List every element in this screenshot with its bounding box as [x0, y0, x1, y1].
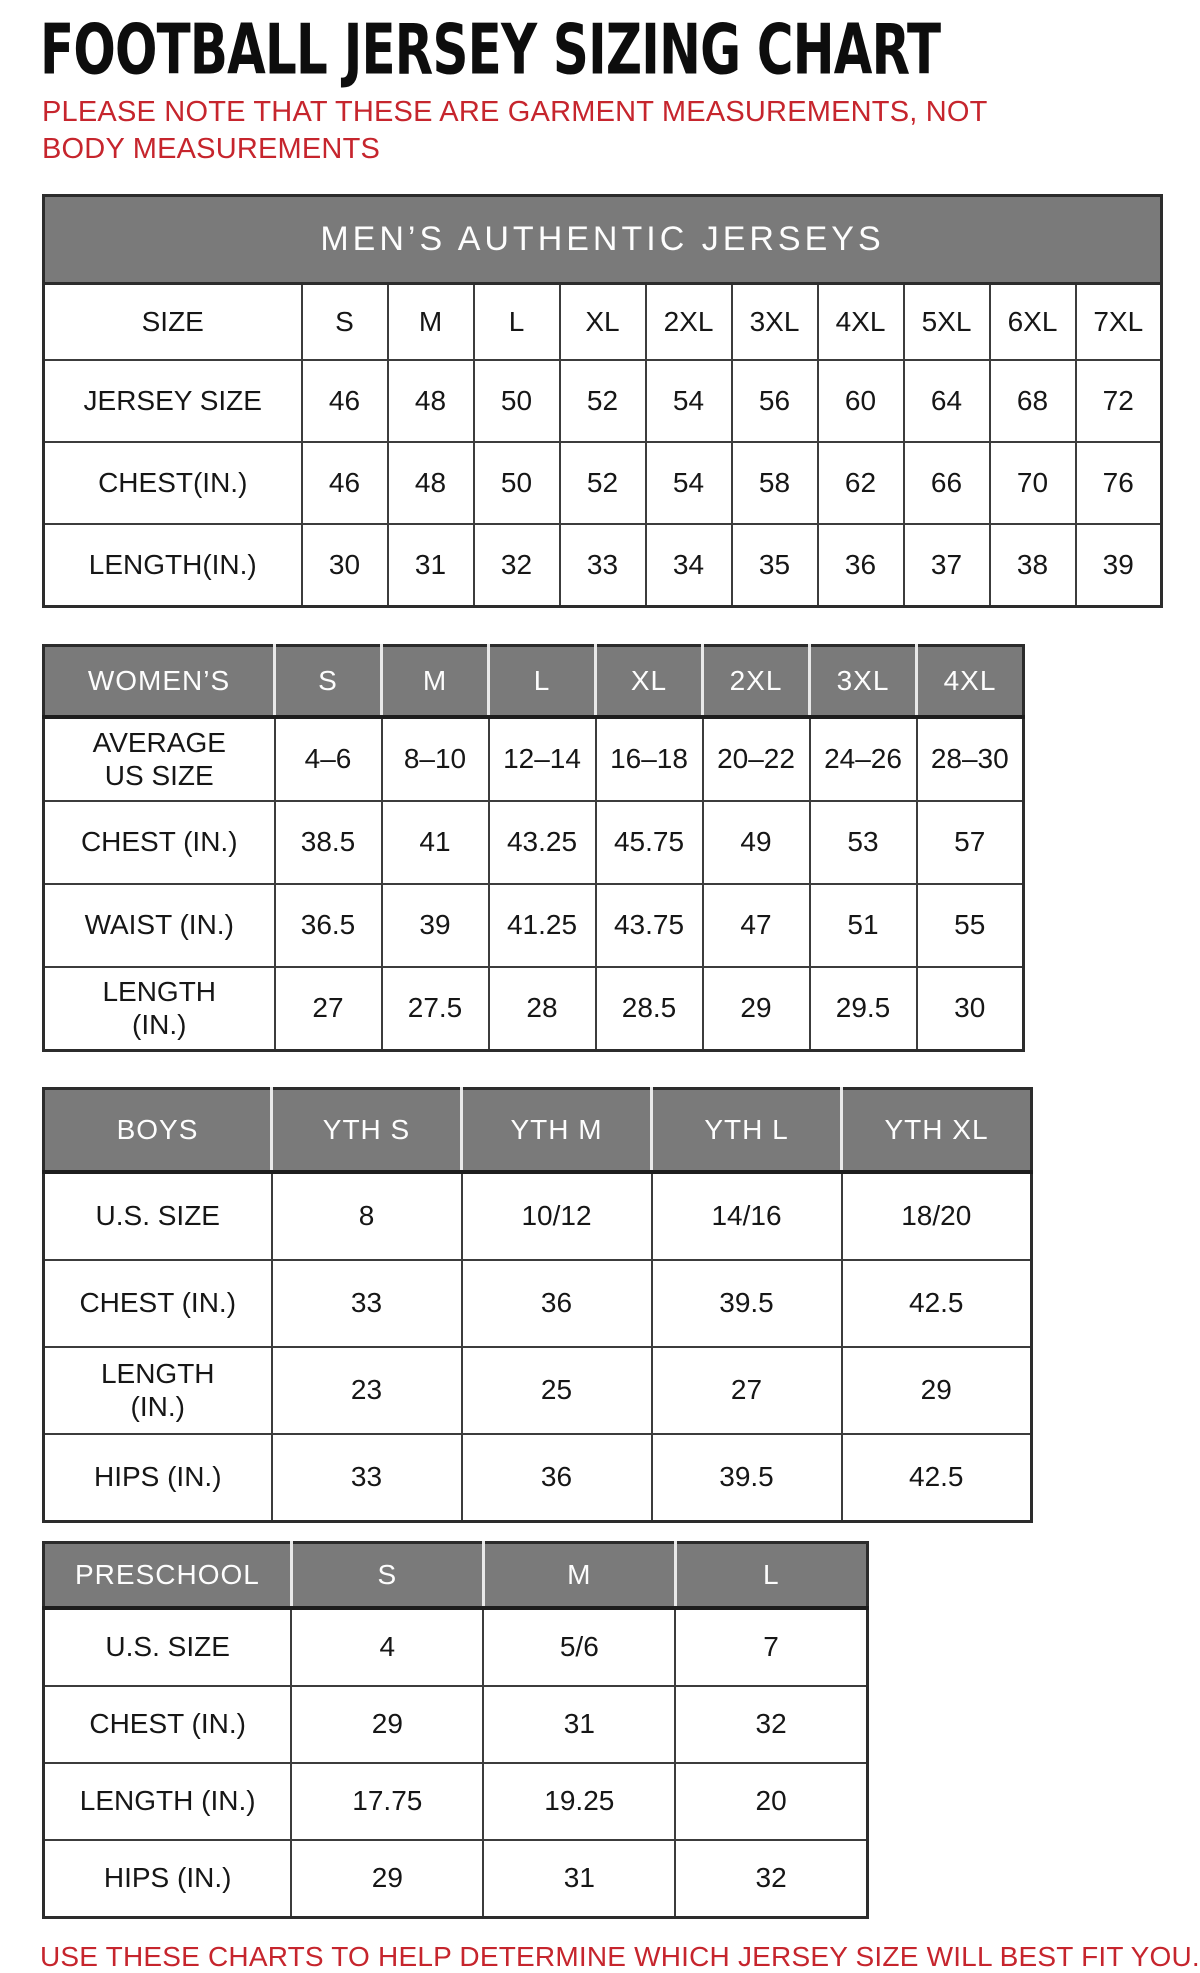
table-cell: 46 — [302, 442, 388, 524]
preschool-data-row — [44, 1608, 868, 1686]
table-cell: 64 — [904, 360, 990, 442]
table-cell: 27 — [652, 1347, 842, 1434]
table-cell: 34 — [646, 524, 732, 607]
men-size-column-header: 5XL — [904, 284, 990, 361]
table-cell: 28–30 — [917, 717, 1024, 801]
table-cell: 42.5 — [842, 1260, 1032, 1347]
table-cell: 51 — [810, 884, 917, 967]
table-cell: 16–18 — [596, 717, 703, 801]
table-cell: 43.75 — [596, 884, 703, 967]
row-label: JERSEY SIZE — [44, 360, 302, 442]
row-label: AVERAGE US SIZE — [44, 717, 275, 801]
page-title-text: FOOTBALL JERSEY SIZING CHART — [40, 11, 941, 91]
mens-sizing-table — [42, 194, 1163, 608]
boys-header-label: BOYS — [44, 1089, 272, 1173]
table-cell: 39.5 — [652, 1434, 842, 1522]
men-size-column-header: S — [302, 284, 388, 361]
table-cell: 68 — [990, 360, 1076, 442]
fit-advice-note: USE THESE CHARTS TO HELP DETERMINE WHICH JERSEY SIZE WILL BEST FIT YOU. — [40, 1941, 1200, 1972]
boys-size-column-header: YTH S — [272, 1089, 462, 1173]
table-cell: 39 — [1076, 524, 1162, 607]
table-cell: 17.75 — [291, 1763, 483, 1840]
men-size-column-header: M — [388, 284, 474, 361]
table-cell: 32 — [675, 1686, 867, 1763]
women-data-row — [44, 967, 1024, 1051]
women-size-column-header: 2XL — [703, 646, 810, 718]
men-data-row — [44, 442, 1162, 524]
table-cell: 19.25 — [483, 1763, 675, 1840]
table-cell: 27.5 — [382, 967, 489, 1051]
table-cell: 25 — [462, 1347, 652, 1434]
table-cell: 29 — [842, 1347, 1032, 1434]
women-size-column-header: L — [489, 646, 596, 718]
boys-size-column-header: YTH M — [462, 1089, 652, 1173]
table-cell: 32 — [474, 524, 560, 607]
women-header-row — [44, 646, 1024, 718]
women-size-column-header: 3XL — [810, 646, 917, 718]
table-cell: 38.5 — [275, 801, 382, 884]
women-size-column-header: XL — [596, 646, 703, 718]
preschool-header-label: PRESCHOOL — [44, 1543, 292, 1609]
womens-sizing-table — [42, 644, 1025, 1052]
table-cell: 20–22 — [703, 717, 810, 801]
boys-sizing-table — [42, 1087, 1033, 1523]
preschool-size-column-header: L — [675, 1543, 867, 1609]
boys-header-row — [44, 1089, 1032, 1173]
table-cell: 28.5 — [596, 967, 703, 1051]
men-size-column-header: 3XL — [732, 284, 818, 361]
table-cell: 4–6 — [275, 717, 382, 801]
table-cell: 4 — [291, 1608, 483, 1686]
women-size-column-header: M — [382, 646, 489, 718]
table-cell: 8 — [272, 1172, 462, 1260]
row-label: CHEST(IN.) — [44, 442, 302, 524]
table-cell: 62 — [818, 442, 904, 524]
table-cell: 14/16 — [652, 1172, 842, 1260]
preschool-data-row — [44, 1763, 868, 1840]
table-cell: 47 — [703, 884, 810, 967]
row-label: CHEST (IN.) — [44, 1260, 272, 1347]
row-label: HIPS (IN.) — [44, 1840, 292, 1918]
table-cell: 50 — [474, 442, 560, 524]
table-cell: 49 — [703, 801, 810, 884]
table-cell: 46 — [302, 360, 388, 442]
table-cell: 48 — [388, 360, 474, 442]
men-size-column-header: 2XL — [646, 284, 732, 361]
men-size-column-header: XL — [560, 284, 646, 361]
table-cell: 55 — [917, 884, 1024, 967]
row-label: LENGTH (IN.) — [44, 1347, 272, 1434]
row-label: LENGTH (IN.) — [44, 967, 275, 1051]
preschool-sizing-table — [42, 1541, 869, 1919]
preschool-header-row — [44, 1543, 868, 1609]
table-cell: 70 — [990, 442, 1076, 524]
table-cell: 29 — [291, 1840, 483, 1918]
men-table-title: MEN’S AUTHENTIC JERSEYS — [44, 196, 1162, 284]
row-label: CHEST (IN.) — [44, 801, 275, 884]
table-cell: 39 — [382, 884, 489, 967]
table-cell: 56 — [732, 360, 818, 442]
table-cell: 35 — [732, 524, 818, 607]
table-cell: 60 — [818, 360, 904, 442]
row-label: U.S. SIZE — [44, 1172, 272, 1260]
table-cell: 10/12 — [462, 1172, 652, 1260]
men-data-row — [44, 524, 1162, 607]
table-cell: 37 — [904, 524, 990, 607]
table-cell: 12–14 — [489, 717, 596, 801]
men-data-row — [44, 360, 1162, 442]
table-cell: 27 — [275, 967, 382, 1051]
table-cell: 42.5 — [842, 1434, 1032, 1522]
table-cell: 76 — [1076, 442, 1162, 524]
preschool-size-column-header: M — [483, 1543, 675, 1609]
row-label: CHEST (IN.) — [44, 1686, 292, 1763]
men-size-column-header: 6XL — [990, 284, 1076, 361]
preschool-size-column-header: S — [291, 1543, 483, 1609]
table-cell: 8–10 — [382, 717, 489, 801]
garment-measurement-note: PLEASE NOTE THAT THESE ARE GARMENT MEASUREMENTS, NOT BODY MEASUREMENTS — [42, 96, 988, 165]
boys-data-row — [44, 1347, 1032, 1434]
row-label: LENGTH(IN.) — [44, 524, 302, 607]
row-label: LENGTH (IN.) — [44, 1763, 292, 1840]
table-cell: 43.25 — [489, 801, 596, 884]
table-cell: 5/6 — [483, 1608, 675, 1686]
table-cell: 31 — [388, 524, 474, 607]
table-cell: 7 — [675, 1608, 867, 1686]
table-cell: 54 — [646, 360, 732, 442]
page-title — [40, 11, 1200, 91]
table-cell: 33 — [272, 1260, 462, 1347]
table-cell: 23 — [272, 1347, 462, 1434]
men-header-label: SIZE — [44, 284, 302, 361]
table-cell: 29 — [703, 967, 810, 1051]
table-cell: 32 — [675, 1840, 867, 1918]
table-cell: 53 — [810, 801, 917, 884]
row-label: HIPS (IN.) — [44, 1434, 272, 1522]
women-data-row — [44, 801, 1024, 884]
table-cell: 50 — [474, 360, 560, 442]
table-cell: 36 — [462, 1260, 652, 1347]
boys-size-column-header: YTH L — [652, 1089, 842, 1173]
table-cell: 45.75 — [596, 801, 703, 884]
table-cell: 18/20 — [842, 1172, 1032, 1260]
table-cell: 20 — [675, 1763, 867, 1840]
table-cell: 38 — [990, 524, 1076, 607]
boys-data-row — [44, 1434, 1032, 1522]
women-size-column-header: S — [275, 646, 382, 718]
boys-data-row — [44, 1172, 1032, 1260]
women-header-label: WOMEN’S — [44, 646, 275, 718]
boys-size-column-header: YTH XL — [842, 1089, 1032, 1173]
women-data-row — [44, 717, 1024, 801]
table-cell: 41.25 — [489, 884, 596, 967]
table-cell: 52 — [560, 360, 646, 442]
table-cell: 41 — [382, 801, 489, 884]
men-size-column-header: 4XL — [818, 284, 904, 361]
table-cell: 54 — [646, 442, 732, 524]
row-label: U.S. SIZE — [44, 1608, 292, 1686]
women-size-column-header: 4XL — [917, 646, 1024, 718]
table-cell: 29.5 — [810, 967, 917, 1051]
table-cell: 39.5 — [652, 1260, 842, 1347]
table-cell: 72 — [1076, 360, 1162, 442]
table-cell: 31 — [483, 1686, 675, 1763]
table-cell: 48 — [388, 442, 474, 524]
row-label: WAIST (IN.) — [44, 884, 275, 967]
table-cell: 36.5 — [275, 884, 382, 967]
table-cell: 57 — [917, 801, 1024, 884]
table-cell: 30 — [917, 967, 1024, 1051]
table-cell: 29 — [291, 1686, 483, 1763]
table-cell: 31 — [483, 1840, 675, 1918]
women-data-row — [44, 884, 1024, 967]
table-cell: 24–26 — [810, 717, 917, 801]
table-cell: 58 — [732, 442, 818, 524]
preschool-data-row — [44, 1840, 868, 1918]
table-cell: 33 — [560, 524, 646, 607]
boys-data-row — [44, 1260, 1032, 1347]
preschool-data-row — [44, 1686, 868, 1763]
table-cell: 66 — [904, 442, 990, 524]
table-cell: 28 — [489, 967, 596, 1051]
men-size-column-header: 7XL — [1076, 284, 1162, 361]
table-cell: 36 — [818, 524, 904, 607]
table-cell: 30 — [302, 524, 388, 607]
table-cell: 36 — [462, 1434, 652, 1522]
men-size-column-header: L — [474, 284, 560, 361]
table-cell: 52 — [560, 442, 646, 524]
table-cell: 33 — [272, 1434, 462, 1522]
men-header-row — [44, 284, 1162, 361]
